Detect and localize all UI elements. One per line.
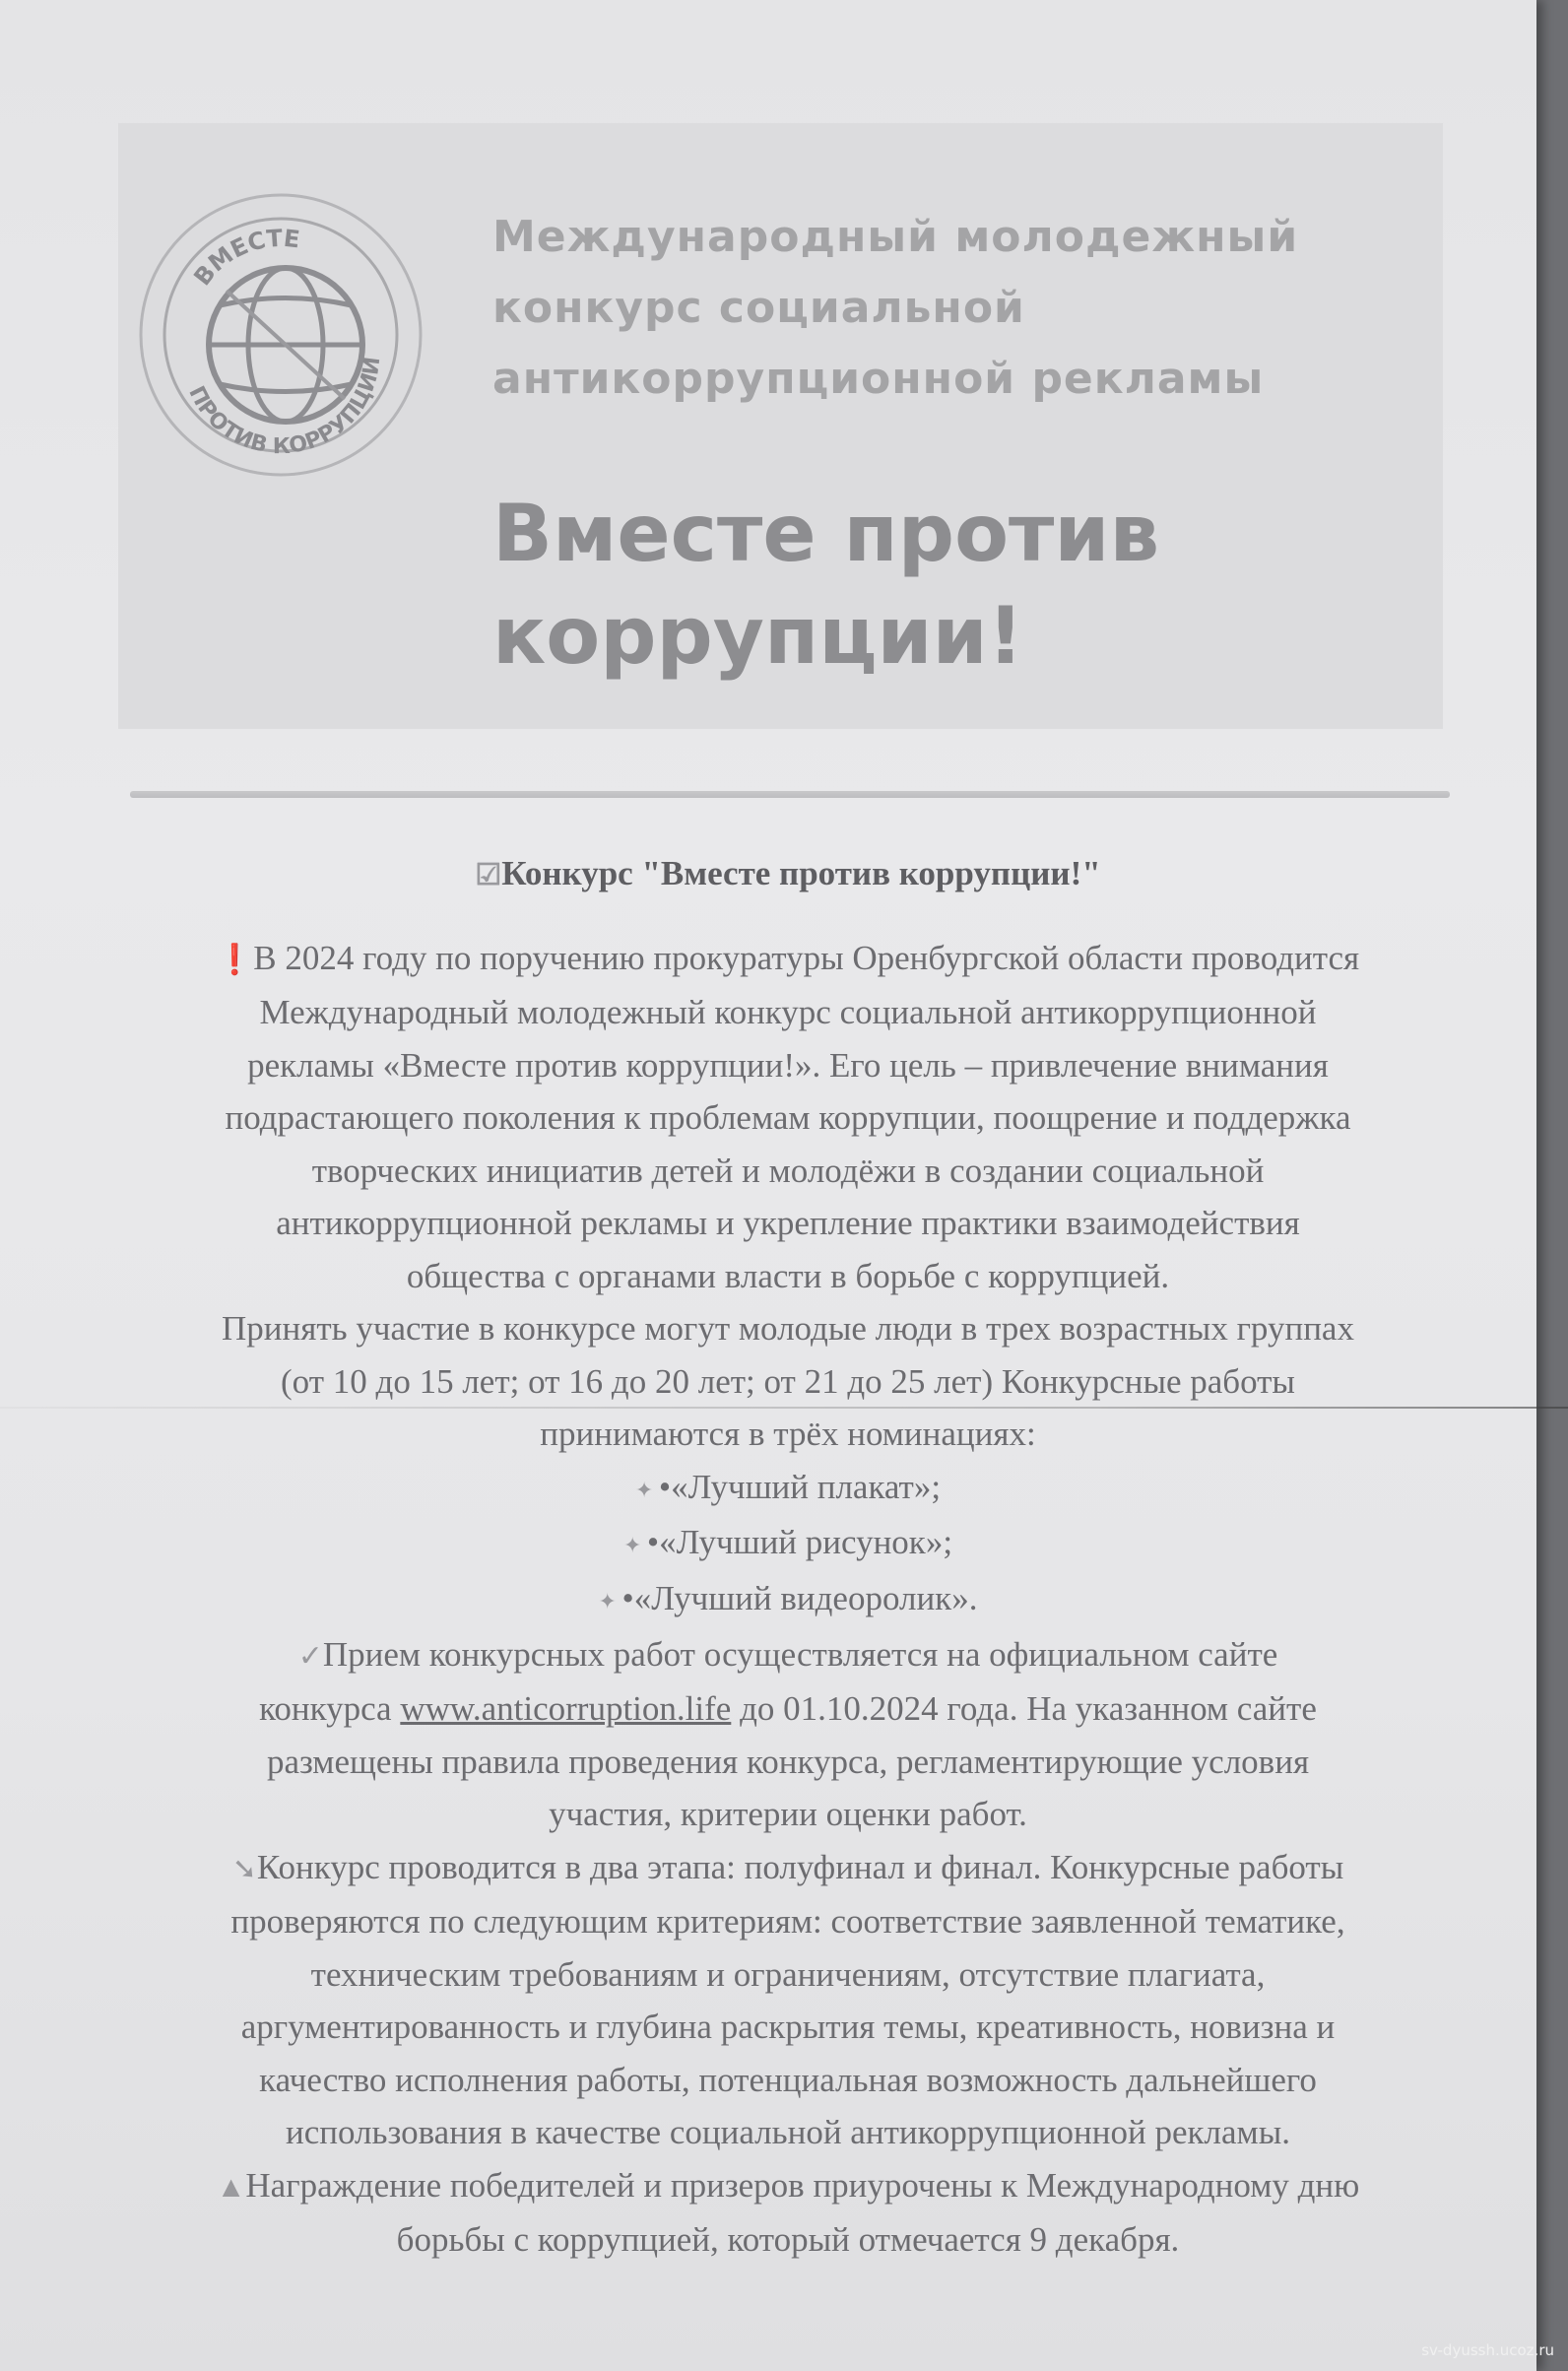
divider — [130, 791, 1450, 798]
paragraph4-line: техническим требованиям и ограничениям, отсутствие плагиата, — [310, 1954, 1266, 1994]
pin-icon: ➘ — [231, 1852, 257, 1885]
site-watermark: sv-dyussh.ucoz.ru — [1421, 2341, 1554, 2359]
paragraph2-line: принимаются в трёх номинациях: — [540, 1415, 1036, 1453]
paragraph3-line — [98, 1628, 1477, 1683]
checkbox-icon: ☑ — [475, 859, 502, 891]
subtitle-line: Международный молодежный — [492, 212, 1299, 262]
subtitle-line: конкурс социальной — [492, 283, 1025, 333]
paragraph4-line — [98, 1841, 1477, 1896]
paragraph5-line: борьбы с коррупцией, который отмечается 9 декабря. — [396, 2220, 1180, 2260]
paragraph3-line: размещены правила проведения конкурса, регламентирующие условия — [266, 1742, 1310, 1781]
paragraph1-line: подрастающего поколения к проблемам коррупции, поощрение и поддержка — [225, 1098, 1351, 1137]
paragraph4-text: Конкурс проводится в два этапа: полуфинал и финал. Конкурсные работы — [256, 1847, 1344, 1886]
paragraph3-line: участия, критерии оценки работ. — [549, 1795, 1027, 1834]
nomination-item — [98, 1461, 1477, 1517]
paragraph1-line: Международный молодежный конкурс социальной антикоррупционной — [259, 993, 1317, 1031]
triangle-icon: ▲ — [216, 2170, 246, 2204]
paragraph1-line: рекламы «Вместе против коррупции!». Его цель – привлечение внимания — [247, 1045, 1329, 1085]
nomination-text: •«Лучший рисунок»; — [646, 1523, 953, 1562]
announcement-heading — [98, 847, 1477, 902]
globe-seal-icon — [133, 187, 428, 483]
paragraph5-text: Награждение победителей и призеров приурочены к Международному дню — [245, 2165, 1360, 2205]
contest-subtitle — [492, 202, 1379, 415]
paragraph4-line: аргументированность и глубина раскрытия темы, креативность, новизна и — [240, 2008, 1336, 2047]
nomination-item — [98, 1516, 1477, 1572]
paragraph3-text: Прием конкурсных работ осуществляется на официальном сайте — [322, 1634, 1278, 1674]
paragraph1-line: творческих инициатив детей и молодёжи в создании социальной — [311, 1151, 1265, 1190]
paragraph3-text: конкурса — [259, 1689, 401, 1729]
exclamation-icon: ❗ — [216, 943, 254, 976]
paragraph2-line: Принять участие в конкурсе могут молодые люди в трех возрастных группах — [222, 1309, 1354, 1348]
title-line: Вместе против — [492, 488, 1160, 579]
website-link[interactable]: www.anticorruption.life — [400, 1689, 732, 1729]
heading-text: Конкурс "Вместе против коррупции!" — [501, 854, 1101, 892]
nomination-text: •«Лучший плакат»; — [658, 1467, 942, 1506]
logo-top-text: ВМЕСТЕ — [188, 224, 302, 292]
paragraph4-line: качество исполнения работы, потенциальная возможность дальнейшего — [259, 2060, 1317, 2099]
paragraph1-line: В 2024 году по поручению прокуратуры Оренбургской области проводится — [253, 938, 1360, 977]
subtitle-line: антикоррупционной рекламы — [492, 354, 1265, 404]
paragraph3-line — [98, 1682, 1477, 1736]
bullet-icon: ✦ — [622, 1533, 647, 1558]
paragraph4-line: проверяются по следующим критериям: соответствие заявленной тематике, — [230, 1902, 1345, 1942]
paragraph5-line — [98, 2159, 1477, 2214]
title-line: коррупции! — [492, 590, 1024, 682]
nomination-text: •«Лучший видеоролик». — [621, 1578, 978, 1617]
checkmark-icon: ✓ — [297, 1639, 323, 1673]
paragraph-line — [98, 932, 1477, 987]
logo-bottom-text: ПРОТИВ КОРРУПЦИИ — [183, 355, 386, 460]
paragraph3-text: до 01.10.2024 года. На указанном сайте — [731, 1689, 1317, 1729]
bullet-icon: ✦ — [634, 1477, 659, 1502]
announcement-body — [98, 847, 1477, 2267]
paragraph2-line: (от 10 до 15 лет; от 16 до 20 лет; от 21 до 25 лет) Конкурсные работы — [281, 1361, 1295, 1401]
paragraph1-line: общества с органами власти в борьбе с коррупцией. — [406, 1256, 1170, 1295]
nomination-item — [98, 1572, 1477, 1628]
paragraph4-line: использования в качестве социальной антикоррупционной рекламы. — [286, 2113, 1290, 2152]
paragraph1-line: антикоррупционной рекламы и укрепление практики взаимодействия — [276, 1204, 1300, 1242]
main-title — [492, 483, 1428, 688]
bullet-icon: ✦ — [598, 1589, 622, 1614]
paper-fold — [0, 1407, 1568, 1409]
